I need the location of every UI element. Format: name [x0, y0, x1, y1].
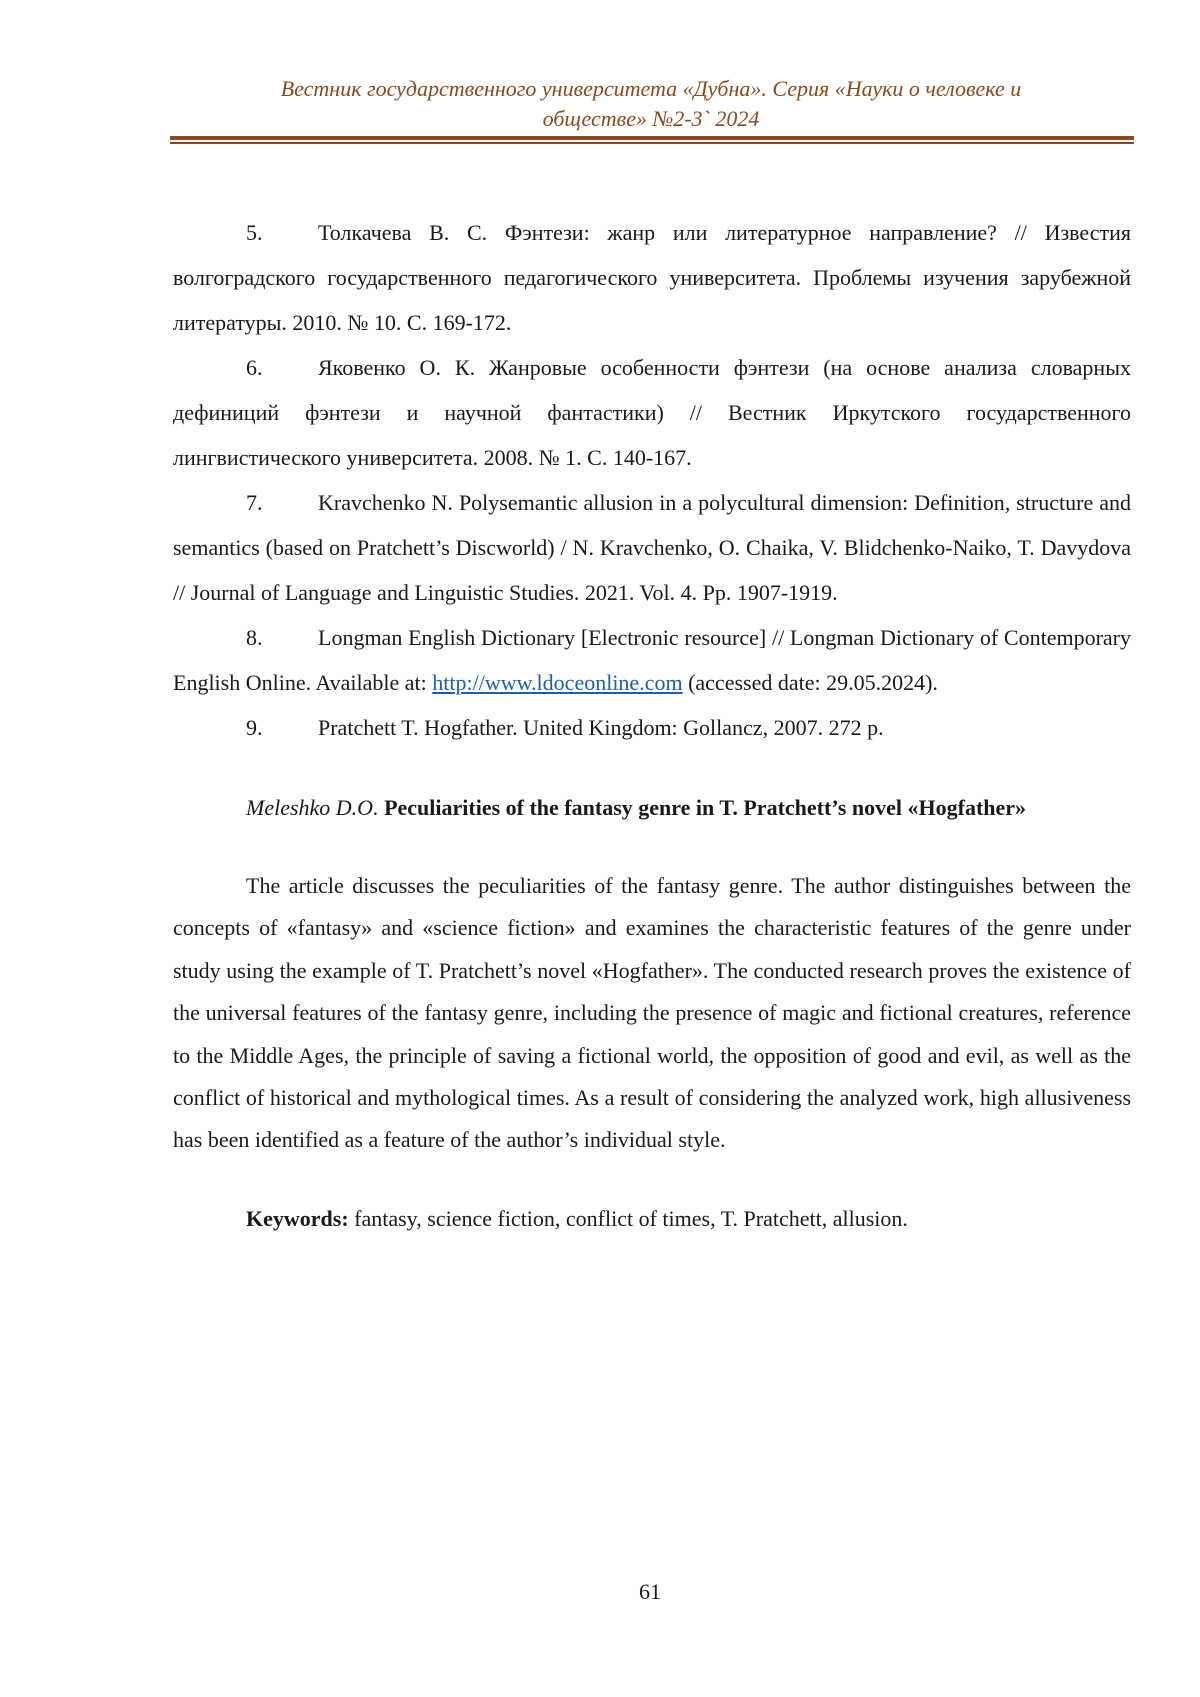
- header-rule-thick: [170, 136, 1134, 140]
- journal-header: [170, 74, 1132, 134]
- reference-list: [173, 210, 1131, 750]
- reference-text: Яковенко О. К. Жанровые особенности фэнтези (на основе анализа словарных дефиниций фэнтези и научной фантастики) // Вестник Иркутского государственного лингвистического университета. 2008. № 1. С. 140-167.: [173, 355, 1131, 470]
- reference-number: 5.: [246, 210, 318, 255]
- keywords-line: [246, 1198, 1131, 1240]
- reference-number: 6.: [246, 345, 318, 390]
- article-heading: [246, 785, 1131, 830]
- header-rule-thin: [170, 142, 1134, 144]
- reference-number: 7.: [246, 480, 318, 525]
- main-content: [173, 210, 1131, 1240]
- journal-header-line-1: Вестник государственного университета «Дубна». Серия «Науки о человеке и: [170, 74, 1132, 104]
- reference-text: Толкачева В. С. Фэнтези: жанр или литературное направление? // Известия волгоградского государственного педагогического университета. Проблемы изучения зарубежной литературы. 2010. № 10. С. 169-172.: [173, 220, 1131, 335]
- reference-item: [173, 480, 1131, 615]
- reference-text-after-link: (accessed date: 29.05.2024).: [683, 670, 938, 695]
- keywords-text: fantasy, science fiction, conflict of times, T. Pratchett, allusion.: [354, 1206, 908, 1231]
- reference-number: 8.: [246, 615, 318, 660]
- reference-number: 9.: [246, 705, 318, 750]
- reference-text-before-link: Longman English Dictionary [Electronic resource] // Longman Dictionary of Contemporary English Online. Available at:: [173, 625, 1131, 695]
- journal-page: [0, 0, 1200, 1697]
- reference-text: Pratchett T. Hogfather. United Kingdom: Gollancz, 2007. 272 p.: [318, 715, 884, 740]
- keywords-label: Keywords:: [246, 1206, 349, 1231]
- article-abstract: The article discusses the peculiarities of the fantasy genre. The author distinguishes between the concepts of «fantasy» and «science fiction» and examines the characteristic features of the genre under study using the example of T. Pratchett’s novel «Hogfather». The conducted research proves the existence of the universal features of the fantasy genre, including the presence of magic and fictional creatures, reference to the Middle Ages, the principle of saving a fictional world, the opposition of good and evil, as well as the conflict of historical and mythological times. As a result of considering the analyzed work, high allusiveness has been identified as a feature of the author’s individual style.: [173, 865, 1131, 1162]
- article-author: Meleshko D.O.: [246, 795, 379, 820]
- reference-item: [173, 345, 1131, 480]
- reference-text: Kravchenko N. Polysemantic allusion in a polycultural dimension: Definition, structure and semantics (based on Pratchett’s Discworld) / N. Kravchenko, O. Chaika, V. Blidchenko-Naiko, T. Davydova // Journal of Language and Linguistic Studies. 2021. Vol. 4. Pp. 1907-1919.: [173, 490, 1131, 605]
- page-number: 61: [0, 1577, 1200, 1607]
- article-title: Peculiarities of the fantasy genre in T. Pratchett’s novel «Hogfather»: [384, 795, 1026, 820]
- ldoceonline-link[interactable]: http://www.ldoceonline.com: [432, 670, 682, 695]
- reference-item: [173, 705, 1131, 750]
- journal-header-line-2: обществе» №2-3` 2024: [170, 104, 1132, 134]
- reference-item: [173, 615, 1131, 705]
- reference-item: [173, 210, 1131, 345]
